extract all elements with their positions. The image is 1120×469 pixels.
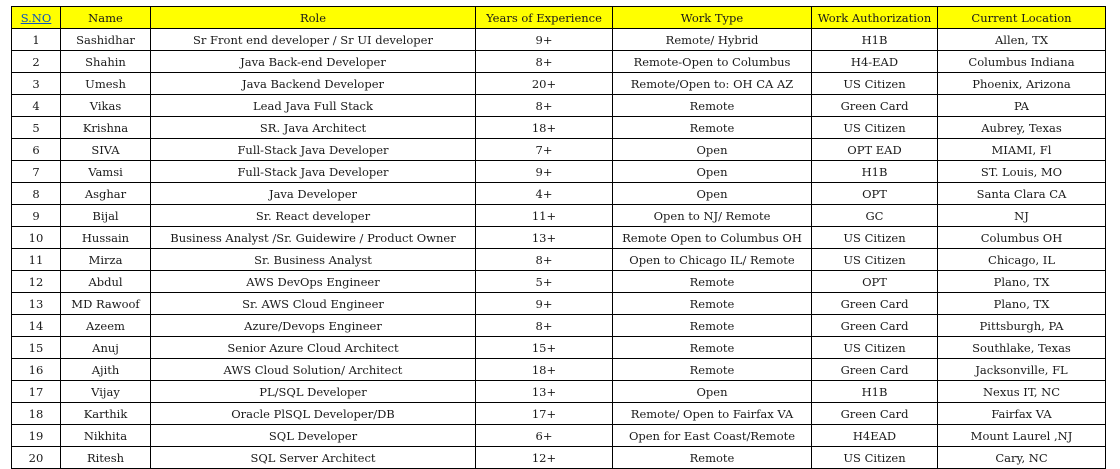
header-experience: Years of Experience [476,7,613,29]
cell-work-authorization: Green Card [812,359,938,381]
cell-sno: 16 [12,359,61,381]
cell-work-authorization: US Citizen [812,227,938,249]
cell-work-type: Open to NJ/ Remote [613,205,812,227]
cell-work-type: Remote [613,117,812,139]
cell-current-location: Plano, TX [938,293,1106,315]
cell-experience: 12+ [476,447,613,469]
cell-name: Vikas [61,95,151,117]
cell-work-authorization: US Citizen [812,73,938,95]
cell-current-location: Phoenix, Arizona [938,73,1106,95]
cell-experience: 8+ [476,95,613,117]
cell-work-type: Remote [613,95,812,117]
cell-sno: 12 [12,271,61,293]
cell-current-location: Southlake, Texas [938,337,1106,359]
table-row [12,315,1106,337]
cell-name: Shahin [61,51,151,73]
cell-experience: 9+ [476,29,613,51]
cell-sno: 10 [12,227,61,249]
cell-role: Java Developer [151,183,476,205]
cell-current-location: Chicago, IL [938,249,1106,271]
cell-name: Abdul [61,271,151,293]
cell-sno: 14 [12,315,61,337]
cell-work-authorization: H1B [812,161,938,183]
cell-role: Java Backend Developer [151,73,476,95]
table-row [12,205,1106,227]
table-row [12,161,1106,183]
cell-role: Senior Azure Cloud Architect [151,337,476,359]
cell-experience: 5+ [476,271,613,293]
cell-experience: 8+ [476,315,613,337]
cell-experience: 4+ [476,183,613,205]
cell-name: Hussain [61,227,151,249]
cell-role: Java Back-end Developer [151,51,476,73]
cell-role: AWS Cloud Solution/ Architect [151,359,476,381]
cell-role: Sr. AWS Cloud Engineer [151,293,476,315]
cell-work-authorization: US Citizen [812,447,938,469]
cell-current-location: Plano, TX [938,271,1106,293]
cell-work-type: Open for East Coast/Remote [613,425,812,447]
cell-name: Vamsi [61,161,151,183]
cell-work-authorization: H4EAD [812,425,938,447]
cell-role: SQL Server Architect [151,447,476,469]
table-row [12,95,1106,117]
cell-experience: 13+ [476,381,613,403]
cell-work-type: Remote [613,315,812,337]
cell-work-type: Remote/ Hybrid [613,29,812,51]
table-row [12,403,1106,425]
cell-name: Anuj [61,337,151,359]
cell-work-type: Open [613,381,812,403]
header-current-location: Current Location [938,7,1106,29]
table-row [12,139,1106,161]
header-sno[interactable] [12,7,61,29]
cell-work-authorization: OPT EAD [812,139,938,161]
cell-work-type: Remote [613,271,812,293]
cell-work-type: Open to Chicago IL/ Remote [613,249,812,271]
table-row [12,183,1106,205]
cell-name: Vijay [61,381,151,403]
cell-current-location: Cary, NC [938,447,1106,469]
cell-work-authorization: H1B [812,381,938,403]
cell-experience: 6+ [476,425,613,447]
cell-work-authorization: Green Card [812,403,938,425]
table-row [12,227,1106,249]
cell-sno: 6 [12,139,61,161]
cell-work-type: Remote [613,447,812,469]
cell-name: SIVA [61,139,151,161]
cell-name: Mirza [61,249,151,271]
cell-current-location: Jacksonville, FL [938,359,1106,381]
cell-sno: 1 [12,29,61,51]
cell-current-location: ST. Louis, MO [938,161,1106,183]
cell-sno: 18 [12,403,61,425]
cell-role: Azure/Devops Engineer [151,315,476,337]
cell-work-authorization: Green Card [812,293,938,315]
cell-experience: 18+ [476,117,613,139]
cell-experience: 17+ [476,403,613,425]
cell-work-authorization: H1B [812,29,938,51]
table-row [12,381,1106,403]
cell-name: Krishna [61,117,151,139]
cell-role: PL/SQL Developer [151,381,476,403]
cell-work-type: Remote [613,293,812,315]
cell-sno: 20 [12,447,61,469]
cell-work-type: Remote/ Open to Fairfax VA [613,403,812,425]
cell-role: AWS DevOps Engineer [151,271,476,293]
table-row [12,359,1106,381]
cell-role: Sr. Business Analyst [151,249,476,271]
cell-role: SR. Java Architect [151,117,476,139]
cell-sno: 11 [12,249,61,271]
cell-name: Asghar [61,183,151,205]
cell-name: Umesh [61,73,151,95]
cell-role: SQL Developer [151,425,476,447]
table-row [12,51,1106,73]
cell-work-type: Open [613,139,812,161]
table-row [12,29,1106,51]
cell-experience: 7+ [476,139,613,161]
cell-work-type: Remote Open to Columbus OH [613,227,812,249]
cell-current-location: PA [938,95,1106,117]
cell-current-location: Santa Clara CA [938,183,1106,205]
cell-sno: 2 [12,51,61,73]
table-row [12,271,1106,293]
cell-name: Ajith [61,359,151,381]
header-role: Role [151,7,476,29]
cell-work-authorization: GC [812,205,938,227]
cell-current-location: Mount Laurel ,NJ [938,425,1106,447]
cell-role: Oracle PlSQL Developer/DB [151,403,476,425]
cell-experience: 13+ [476,227,613,249]
cell-name: Karthik [61,403,151,425]
cell-role: Lead Java Full Stack [151,95,476,117]
cell-role: Sr Front end developer / Sr UI developer [151,29,476,51]
table-row [12,117,1106,139]
cell-sno: 3 [12,73,61,95]
table-row [12,447,1106,469]
cell-current-location: Fairfax VA [938,403,1106,425]
cell-current-location: Columbus Indiana [938,51,1106,73]
cell-work-authorization: US Citizen [812,337,938,359]
table-header [12,7,1106,29]
cell-work-authorization: Green Card [812,315,938,337]
cell-current-location: Nexus IT, NC [938,381,1106,403]
cell-work-authorization: US Citizen [812,249,938,271]
cell-work-type: Remote-Open to Columbus [613,51,812,73]
cell-sno: 15 [12,337,61,359]
cell-sno: 5 [12,117,61,139]
cell-work-authorization: H4-EAD [812,51,938,73]
cell-sno: 7 [12,161,61,183]
cell-work-authorization: OPT [812,271,938,293]
cell-role: Sr. React developer [151,205,476,227]
header-work-authorization: Work Authorization [812,7,938,29]
cell-work-type: Remote/Open to: OH CA AZ [613,73,812,95]
cell-experience: 8+ [476,249,613,271]
table-row [12,249,1106,271]
cell-current-location: Allen, TX [938,29,1106,51]
cell-experience: 20+ [476,73,613,95]
cell-name: Bijal [61,205,151,227]
cell-current-location: NJ [938,205,1106,227]
cell-name: MD Rawoof [61,293,151,315]
cell-work-authorization: US Citizen [812,117,938,139]
table-row [12,293,1106,315]
cell-name: Ritesh [61,447,151,469]
cell-sno: 8 [12,183,61,205]
cell-work-type: Remote [613,337,812,359]
table-row [12,425,1106,447]
header-row [12,7,1106,29]
cell-experience: 15+ [476,337,613,359]
cell-sno: 19 [12,425,61,447]
table-body [12,29,1106,469]
cell-current-location: MIAMI, Fl [938,139,1106,161]
cell-sno: 17 [12,381,61,403]
cell-experience: 9+ [476,161,613,183]
sno-link[interactable]: S.NO [20,10,52,25]
cell-sno: 9 [12,205,61,227]
cell-experience: 18+ [476,359,613,381]
cell-experience: 8+ [476,51,613,73]
cell-current-location: Pittsburgh, PA [938,315,1106,337]
cell-work-authorization: Green Card [812,95,938,117]
cell-work-authorization: OPT [812,183,938,205]
cell-role: Full-Stack Java Developer [151,139,476,161]
cell-work-type: Open [613,183,812,205]
cell-current-location: Columbus OH [938,227,1106,249]
cell-experience: 9+ [476,293,613,315]
cell-work-type: Open [613,161,812,183]
cell-sno: 13 [12,293,61,315]
cell-role: Business Analyst /Sr. Guidewire / Product Owner [151,227,476,249]
cell-role: Full-Stack Java Developer [151,161,476,183]
cell-experience: 11+ [476,205,613,227]
table-row [12,73,1106,95]
cell-work-type: Remote [613,359,812,381]
cell-name: Sashidhar [61,29,151,51]
header-name: Name [61,7,151,29]
header-work-type: Work Type [613,7,812,29]
cell-name: Azeem [61,315,151,337]
table-container [11,6,1106,469]
cell-sno: 4 [12,95,61,117]
cell-current-location: Aubrey, Texas [938,117,1106,139]
cell-name: Nikhita [61,425,151,447]
table-row [12,337,1106,359]
candidates-table [11,6,1106,469]
